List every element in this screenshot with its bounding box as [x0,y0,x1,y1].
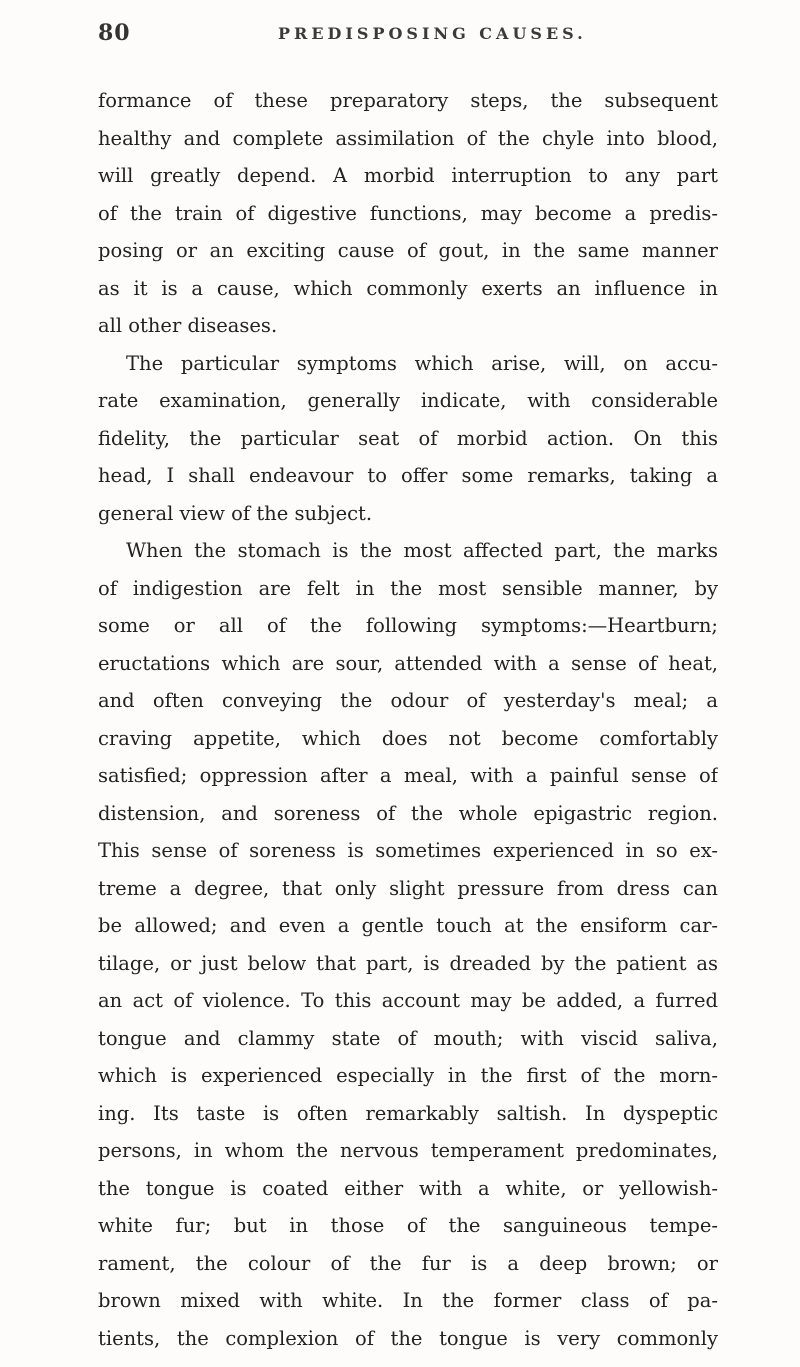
text-line: brown mixed with white. In the former class of pa- [98,1289,718,1312]
text-line: of indigestion are felt in the most sensible manner, by [98,576,718,600]
text-line: of the train of digestive functions, may become a predis- [98,201,718,225]
page-header [98,20,718,60]
text-line: healthy and complete assimilation of the chyle into blood, [98,126,718,150]
text-line: rament, the colour of the fur is a deep brown; or [98,1251,718,1275]
text-line: ing. Its taste is often remarkably saltish. In dyspeptic [98,1101,718,1125]
text-line: craving appetite, which does not become comfortably [98,726,718,750]
text-line: distension, and soreness of the whole epigastric region. [98,801,718,825]
text-line: general view of the subject. [98,501,373,525]
text-line: The particular symptoms which arise, will, on accu- [126,351,718,375]
page-number: 80 [98,20,131,46]
text-line: This sense of soreness is sometimes experienced in so ex- [98,839,718,862]
text-line: the tongue is coated either with a white, or yellowish- [98,1176,718,1200]
text-line: tients, the complexion of the tongue is very commonly [98,1326,718,1350]
text-line: and often conveying the odour of yesterday's meal; a [98,689,718,712]
text-line: all other diseases. [98,314,278,337]
text-line: which is experienced especially in the first of the morn- [98,1064,718,1087]
text-line: persons, in whom the nervous temperament predominates, [98,1139,718,1162]
text-line: as it is a cause, which commonly exerts an influence in [98,276,718,300]
text-line: head, I shall endeavour to offer some remarks, taking a [98,464,718,487]
text-line: fidelity, the particular seat of morbid action. On this [98,426,718,450]
running-head: PREDISPOSING CAUSES. [278,24,587,43]
text-line: rate examination, generally indicate, with considerable [98,389,718,412]
text-line: posing or an exciting cause of gout, in the same manner [98,239,718,262]
text-line: tilage, or just below that part, is dreaded by the patient as [98,951,718,975]
text-line: an act of violence. To this account may be added, a furred [98,989,718,1012]
text-line: satisfied; oppression after a meal, with a painful sense of [98,764,718,787]
text-line: treme a degree, that only slight pressure from dress can [98,876,718,900]
text-line: When the stomach is the most affected part, the marks [126,539,718,562]
text-line: tongue and clammy state of mouth; with viscid saliva, [98,1026,718,1050]
text-line: eructations which are sour, attended with a sense of heat, [98,651,718,675]
body-text [98,82,718,1357]
text-line: some or all of the following symptoms:—Heartburn; [98,614,718,637]
text-line: be allowed; and even a gentle touch at the ensiform car- [98,914,718,937]
text-line: white fur; but in those of the sanguineous tempe- [98,1214,718,1237]
text-line: will greatly depend. A morbid interruption to any part [98,164,718,187]
text-line: formance of these preparatory steps, the subsequent [98,89,718,112]
